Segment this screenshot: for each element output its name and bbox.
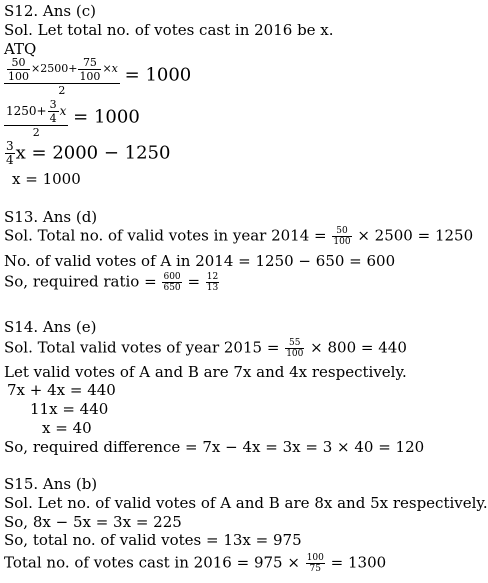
s14-line-6: So, required difference = 7x − 4x = 3x = 3 × 40 = 120 [4,438,425,456]
s13-l1-frac-bot: 100 [333,237,351,247]
s12-eq1-fraction [4,56,120,97]
s12-solution-intro: Sol. Let total no. of votes cast in 2016 be x. [4,21,334,39]
s15-l4-frac-top: 100 [306,553,324,563]
s15-l4-post: = 1300 [330,553,387,572]
s13-l3-pre: So, required ratio = [4,272,157,291]
s14-line-2: Let valid votes of A and B are 7x and 4x respectively. [4,363,407,381]
s12-eq1-frac-a [7,56,30,83]
s13-l3-frac-2 [206,272,219,293]
s14-l1-frac-bot: 100 [286,349,304,359]
s12-equation-3 [4,140,170,167]
s12-eq2-fraction [4,98,68,139]
s12-eq1-frac-a-top: 50 [7,56,30,70]
s12-eq1-rhs: = 1000 [124,64,192,86]
s12-eq1-end: ×x [102,62,118,75]
s12-eq2-frac [48,98,59,125]
s13-l3-frac2-bot: 13 [206,283,219,293]
s14-l1-post: × 800 = 440 [310,338,407,357]
s15-heading: S15. Ans (b) [4,475,98,493]
s14-l1-frac [285,338,304,359]
s13-line-1 [4,226,473,247]
s14-l1-frac-top: 55 [285,338,304,349]
s13-l3-frac1-bot: 650 [163,283,181,293]
s12-eq2-x: x [59,104,67,118]
s15-line-1: Sol. Let no. of valid votes of A and B are 8x and 5x respectively. [4,494,488,512]
s12-eq2-frac-bot: 4 [49,112,57,125]
s12-eq1-den: 2 [58,84,66,97]
s12-eq2-rhs: = 1000 [73,106,140,128]
s14-line-1 [4,338,407,359]
s12-eq2-frac-top: 3 [49,98,57,111]
s13-l3-eq: = [187,272,201,291]
s12-eq3-frac-bot: 4 [6,153,14,167]
s13-l3-frac2-top: 12 [206,272,219,282]
s12-eq3-rest: x = 2000 − 1250 [15,142,171,164]
s12-eq1-frac-b-bot: 100 [79,70,101,83]
s15-line-3: So, total no. of valid votes = 13x = 975 [4,531,302,549]
s12-eq1-mid: ×2500+ [31,62,78,75]
s12-eq1-frac-b-top: 75 [78,56,101,70]
s13-l3-frac-1 [162,272,181,293]
s12-heading: S12. Ans (c) [4,2,96,20]
s14-line-5: x = 40 [42,419,92,437]
s15-line-2: So, 8x − 5x = 3x = 225 [4,513,182,531]
s13-l1-post: × 2500 = 1250 [357,226,474,245]
s13-l1-frac-top: 50 [332,226,351,237]
s13-l1-pre: Sol. Total no. of valid votes in year 2014 = [4,226,327,245]
s12-eq2-num-a: 1250+ [6,104,47,118]
s12-eq1-frac-a-bot: 100 [8,70,29,83]
s12-equation-1 [4,56,191,97]
s12-equation-4: x = 1000 [12,170,81,188]
s13-line-3 [4,272,220,293]
s12-eq3-frac [5,140,15,167]
s12-equation-2 [4,98,140,139]
s12-eq2-den: 2 [32,126,40,139]
s12-atq: ATQ [4,40,37,58]
s15-l4-pre: Total no. of votes cast in 2016 = 975 × [4,553,300,572]
s15-l4-frac [306,553,325,574]
s14-line-3: 7x + 4x = 440 [7,381,116,399]
s15-l4-frac-bot: 75 [309,564,321,574]
s14-l1-pre: Sol. Total valid votes of year 2015 = [4,338,280,357]
s13-l1-frac [332,226,351,247]
s14-line-4: 11x = 440 [30,400,109,418]
s15-line-4 [4,553,386,574]
s13-heading: S13. Ans (d) [4,208,98,226]
s12-eq1-frac-b [78,56,101,83]
s14-heading: S14. Ans (e) [4,318,97,336]
s13-l3-frac1-top: 600 [163,272,181,282]
s12-eq3-frac-top: 3 [6,139,14,153]
s13-line-2: No. of valid votes of A in 2014 = 1250 − 650 = 600 [4,252,396,270]
